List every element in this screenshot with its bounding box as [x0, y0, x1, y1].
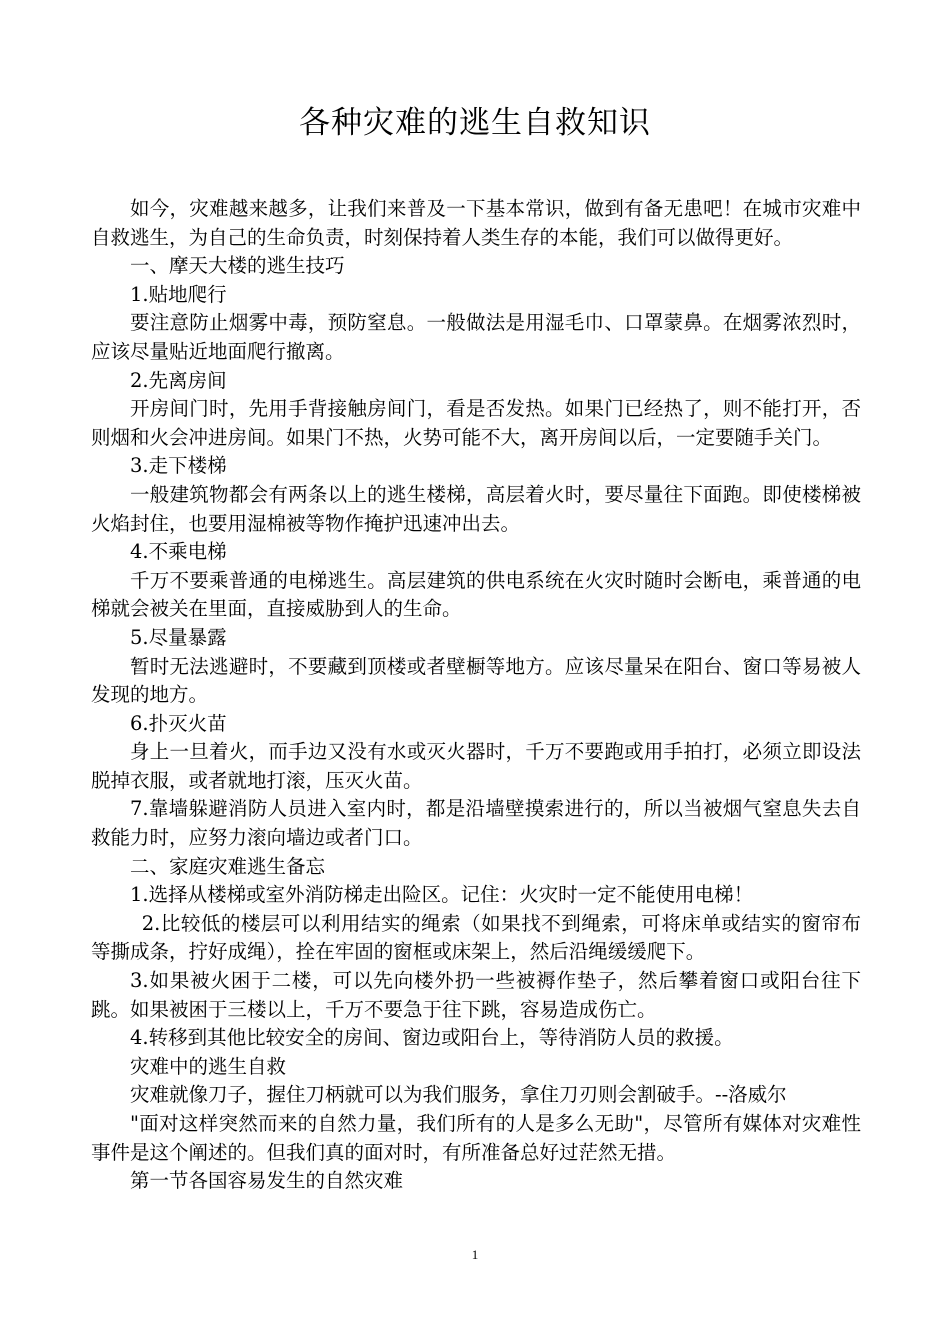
document-title: 各种灾难的逃生自救知识: [299, 105, 651, 141]
paragraph: 4.转移到其他比较安全的房间、窗边或阳台上，等待消防人员的救援。: [130, 1026, 734, 1050]
section-heading-disaster: 灾难中的逃生自救: [130, 1054, 287, 1078]
paragraph: 一般建筑物都会有两条以上的逃生楼梯，高层着火时，要尽量往下面跑。即使楼梯被火焰封住，也要用湿棉被等物作掩护迅速冲出去。: [91, 482, 861, 535]
section-heading-skyscraper: 一、摩天大楼的逃生技巧: [130, 254, 345, 278]
section-heading-chapter: 第一节各国容易发生的自然灾难: [130, 1169, 404, 1193]
paragraph: 7.靠墙躲避消防人员进入室内时，都是沿墙壁摸索进行的，所以当被烟气窒息失去自救能力时，应努力滚向墙边或者门口。: [91, 797, 861, 850]
paragraph: 千万不要乘普通的电梯逃生。高层建筑的供电系统在火灾时随时会断电，乘普通的电梯就会被关在里面，直接威胁到人的生命。: [91, 568, 861, 621]
paragraph: 2.比较低的楼层可以利用结实的绳索（如果找不到绳索，可将床单或结实的窗帘布等撕成条，拧好成绳），拴在牢固的窗框或床架上，然后沿绳缓缓爬下。: [91, 911, 861, 964]
paragraph: "面对这样突然而来的自然力量，我们所有的人是多么无助"，尽管所有媒体对灾难性事件是这个阐述的。但我们真的面对时，有所准备总好过茫然无措。: [91, 1112, 861, 1164]
item-heading: 6.扑灭火苗: [130, 711, 227, 735]
item-heading: 4.不乘电梯: [130, 540, 227, 564]
section-heading-home: 二、家庭灾难逃生备忘: [130, 854, 326, 878]
item-heading: 3.走下楼梯: [130, 454, 227, 478]
page-number: 1: [471, 1247, 479, 1262]
paragraph: 3.如果被火困于二楼，可以先向楼外扔一些被褥作垫子，然后攀着窗口或阳台往下跳。如果被困于三楼以上，千万不要急于往下跳，容易造成伤亡。: [91, 969, 861, 1021]
item-heading: 2.先离房间: [130, 368, 227, 392]
item-heading: 1.贴地爬行: [130, 282, 227, 306]
paragraph: 暂时无法逃避时，不要藏到顶楼或者壁橱等地方。应该尽量呆在阳台、窗口等易被人发现的地方。: [91, 654, 861, 707]
paragraph: 1.选择从楼梯或室外消防梯走出险区。记住：火灾时一定不能使用电梯！: [130, 883, 754, 907]
document-body: [91, 195, 861, 1196]
paragraph: 开房间门时，先用手背接触房间门，看是否发热。如果门已经热了，则不能打开，否则烟和火会冲进房间。如果门不热，火势可能不大，离开房间以后，一定要随手关门。: [91, 397, 861, 449]
paragraph: 身上一旦着火，而手边又没有水或灭火器时，千万不要跑或用手拍打，必须立即设法脱掉衣服，或者就地打滚，压灭火苗。: [91, 740, 861, 792]
paragraph-intro: 如今，灾难越来越多，让我们来普及一下基本常识，做到有备无患吧！在城市灾难中自救逃生，为自己的生命负责，时刻保持着人类生存的本能，我们可以做得更好。: [91, 197, 861, 249]
paragraph: 要注意防止烟雾中毒，预防窒息。一般做法是用湿毛巾、口罩蒙鼻。在烟雾浓烈时，应该尽量贴近地面爬行撤离。: [91, 311, 861, 363]
paragraph-quote: 灾难就像刀子，握住刀柄就可以为我们服务，拿住刀刃则会割破手。--洛威尔: [130, 1083, 787, 1107]
item-heading: 5.尽量暴露: [130, 625, 227, 649]
